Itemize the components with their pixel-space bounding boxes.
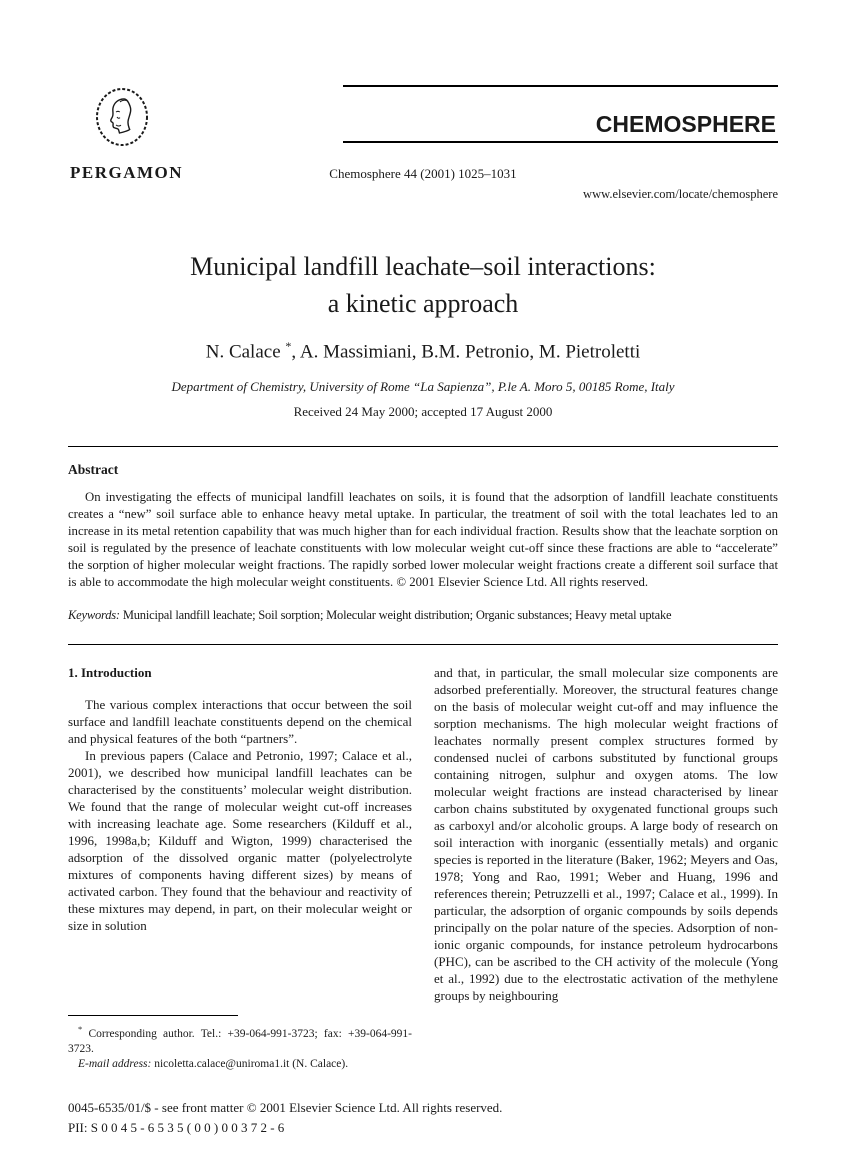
received-accepted-dates: Received 24 May 2000; accepted 17 August 2000	[293, 404, 553, 420]
footnote-separator-rule	[68, 1015, 238, 1016]
pii-line: PII: S 0 0 4 5 - 6 5 3 5 ( 0 0 ) 0 0 3 7 2 - 6	[68, 1119, 285, 1135]
article-title-line2: a kinetic approach	[327, 288, 519, 318]
article-title-block	[68, 249, 778, 420]
article-title	[68, 249, 778, 323]
footnote-contact-line	[68, 1022, 412, 1057]
footnote-asterisk: *	[78, 1024, 83, 1035]
journal-name: CHEMOSPHERE	[595, 111, 776, 137]
keywords-text: Municipal landfill leachate; Soil sorption; Molecular weight distribution; Organic substances; Heavy metal uptake	[119, 608, 672, 623]
body-paragraph: and that, in particular, the small molecular size components are adsorbed preferentially. Moreover, the structural features change on the basis of molecular weight cut-off and may influence the sorption mechanisms. The high molecular weight fractions of leachates normally present complex structures formed by condensed nuclei of carbons substituted by functional groups containing nitrogen, sulphur and oxygen atoms. The low molecular weight fractions are instead characterised by linear carbon chains substituted by oxygenated functional groups such as carboxyl and/or alcoholic groups. A large body of research on soil interaction with inorganic (essentially metals) and organic species is reported in the literature (Baker, 1962; Meyers and Oas, 1978; Yong and Rao, 1991; Weber and Huang, 1996 and references therein; Petruzzelli et al., 1997; Calace et al., 1999). In particular, the adsorption of organic compounds by soils depends principally on the polar nature of the species. Adsorption of non-ionic organic compounds, for instance petroleum hydrocarbons (PHC), can be ascribed to the CH activity of the molecule (Yong et al., 1992) due to the electrostatic activation of the methylene groups by neighbouring	[434, 665, 778, 1004]
email-address-label: E-mail address:	[78, 1058, 152, 1071]
keywords-line	[68, 608, 778, 623]
article-body-columns	[68, 664, 778, 1072]
email-address-text: nicoletta.calace@uniroma1.it (N. Calace).	[151, 1058, 349, 1071]
journal-masthead	[68, 85, 778, 147]
footnote-email-line	[68, 1057, 412, 1072]
author-list	[68, 339, 778, 363]
article-title-line1: Municipal landfill leachate–soil interactions:	[190, 252, 656, 281]
footnote-contact-text: Corresponding author. Tel.: +39-064-991-3723; fax: +39-064-991-3723.	[68, 1028, 412, 1056]
right-column	[434, 664, 778, 1072]
corresponding-author-footnote	[68, 1015, 412, 1072]
left-column	[68, 664, 412, 1072]
header-meta-row	[68, 161, 778, 207]
author-rest: , A. Massimiani, B.M. Petronio, M. Pietroletti	[291, 341, 641, 363]
keywords-label: Keywords:	[68, 608, 120, 623]
section-1-heading: 1. Introduction	[68, 665, 152, 681]
journal-header	[68, 85, 778, 207]
issn-copyright-line: 0045-6535/01/$ - see front matter © 2001 Elsevier Science Ltd. All rights reserved.	[68, 1100, 503, 1115]
abstract-section	[68, 462, 778, 623]
abstract-bottom-rule	[68, 644, 778, 645]
abstract-heading: Abstract	[68, 462, 119, 478]
journal-website-url: www.elsevier.com/locate/chemosphere	[583, 187, 778, 201]
abstract-top-rule	[68, 446, 778, 447]
journal-name-banner	[343, 85, 778, 143]
pergamon-logo-icon	[94, 85, 150, 154]
journal-citation: Chemosphere 44 (2001) 1025–1031	[329, 166, 517, 181]
body-paragraph: In previous papers (Calace and Petronio, 1997; Calace et al., 2001), we described how municipal landfill leachates can be characterised by the constituents’ molecular weight distribution. We found that the range of molecular weight cut-off increases with increasing leachate age. Some researchers (Kilduff et al., 1996, 1998a,b; Kilduff and Wigton, 1999) characterised the adsorption of the dissolved organic matter (polyelectrolyte mixtures of components having different sizes) by means of activated carbon. They found that the behaviour and reactivity of these mixtures may depend, in part, on their molecular weight or size in solution	[68, 748, 412, 934]
corresponding-author-asterisk: *	[285, 338, 292, 353]
abstract-paragraph: On investigating the effects of municipal landfill leachates on soils, it is found that the adsorption of landfill leachate constituents creates a “new” soil surface able to enhance heavy metal uptake. In particular, the treatment of soil with the total leachates led to an increase in its metal retention capability that was much higher than for each individual fraction. Results show that the leachate sorption on soil is regulated by the presence of leachate constituents with low molecular weight cut-off since these fractions are able to “accelerate” the sorption of higher molecular weight fractions. The rapidly sorbed lower molecular weight fractions create a different soil surface that is able to accommodate the high molecular weight constituents. © 2001 Elsevier Science Ltd. All rights reserved.	[68, 490, 778, 590]
author-first: N. Calace	[205, 341, 286, 363]
page-footer	[68, 1098, 778, 1137]
body-paragraph: The various complex interactions that occur between the soil surface and landfill leachate constituents depend on the chemical and physical features of the both “partners”.	[68, 697, 412, 747]
author-affiliation: Department of Chemistry, University of Rome “La Sapienza”, P.le A. Moro 5, 00185 Rome, Italy	[171, 379, 675, 395]
publisher-name: PERGAMON	[70, 163, 184, 182]
